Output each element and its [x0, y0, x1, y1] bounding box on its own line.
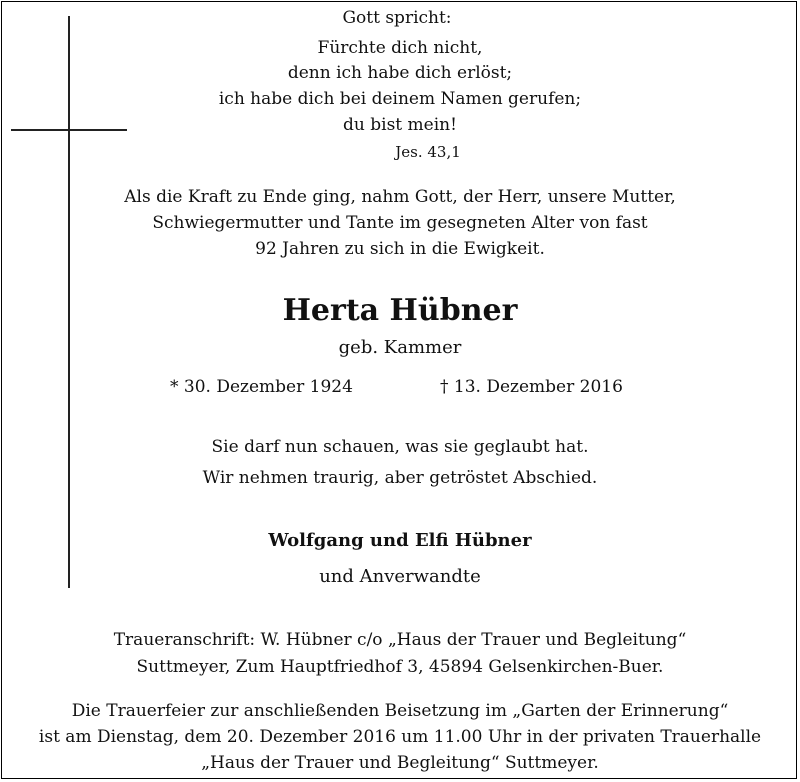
ceremony-line-3: „Haus der Trauer und Begleitung“ Suttmeyer.	[201, 753, 599, 773]
announcement-line-2: Schwiegermutter und Tante im gesegneten Alter von fast	[152, 213, 648, 233]
verse-intro: Gott spricht:	[342, 8, 452, 28]
verse-line-2: denn ich habe dich erlöst;	[287, 63, 513, 83]
mourner-relatives: und Anverwandte	[319, 566, 481, 587]
verse-line-4: du bist mein!	[343, 115, 457, 135]
verse-reference: Jes. 43,1	[395, 143, 461, 161]
verse-line-3: ich habe dich bei deinem Namen gerufen;	[218, 89, 582, 109]
ceremony-line-2: ist am Dienstag, dem 20. Dezember 2016 um 11.00 Uhr in der privaten Trauerhalle	[38, 727, 762, 747]
birth-date: * 30. Dezember 1924	[170, 377, 353, 397]
farewell-line-2: Wir nehmen traurig, aber getröstet Abschied.	[202, 468, 598, 488]
announcement-line-3: 92 Jahren zu sich in die Ewigkeit.	[255, 239, 545, 259]
deceased-name: Herta Hübner	[282, 293, 518, 328]
ceremony-line-1: Die Trauerfeier zur anschließenden Beisetzung im „Garten der Erinnerung“	[71, 701, 729, 721]
maiden-name: geb. Kammer	[338, 337, 462, 358]
death-date: † 13. Dezember 2016	[440, 377, 623, 397]
farewell-line-1: Sie darf nun schauen, was sie geglaubt hat.	[211, 437, 589, 457]
address-line-1: Traueranschrift: W. Hübner c/o „Haus der Trauer und Begleitung“	[113, 630, 687, 650]
verse-line-1: Fürchte dich nicht,	[317, 38, 483, 58]
address-line-2: Suttmeyer, Zum Hauptfriedhof 3, 45894 Gelsenkirchen-Buer.	[136, 657, 664, 677]
mourner-names: Wolfgang und Elfi Hübner	[268, 530, 532, 551]
announcement-line-1: Als die Kraft zu Ende ging, nahm Gott, der Herr, unsere Mutter,	[124, 187, 676, 207]
